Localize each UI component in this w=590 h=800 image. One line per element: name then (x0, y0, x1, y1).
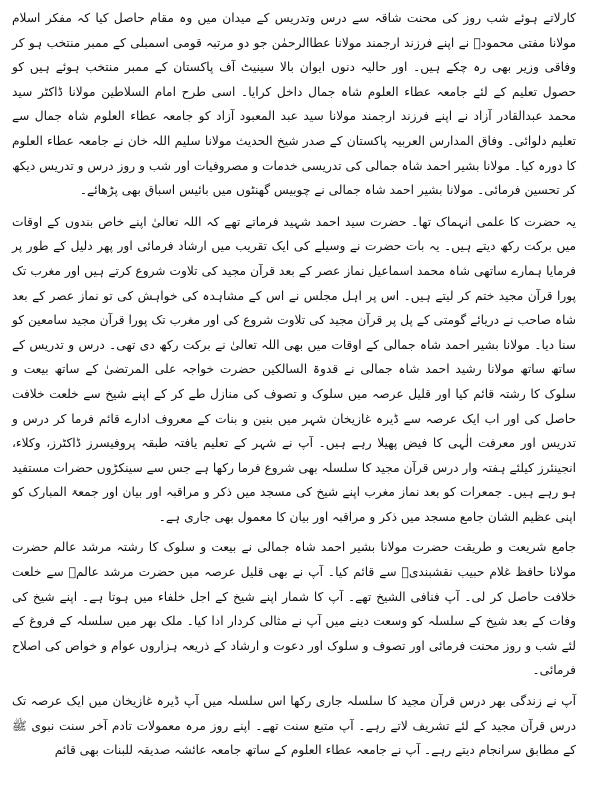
paragraph-4: آپ نے زندگی بھر درس قرآن مجید کا سلسلہ جاری رکھا اس سلسلہ میں آپ ڈیرہ غازیخان میں ایک عرصہ تک درس قرآن مجید کے لئے تشریف لاتے رہے۔ آپ متبع سنت تھے۔ اپنے روز مرہ معمولات تادم آخر سنت نبوی ﷺ کے مطابق سرانجام دیتے رہے۔ آپ نے جامعہ عطاء العلوم کے ساتھ جامعہ عائشہ صدیقہ للبنات بھی قائم (12, 694, 576, 758)
paragraph-3: جامع شریعت و طریقت حضرت مولانا بشیر احمد شاہ جمالی نے بیعت و سلوک کا رشتہ مرشد عالم حضرت مولانا حافظ غلام حبیب نقشبندیؒ سے قائم کیا۔ آپ نے بھی قلیل عرصہ میں حضرت مرشد عالمؒ سے خلعت خلافت حاصل کر لی۔ آپ فنافی الشیخ تھے۔ آپ کا شمار اپنے شیخ کے اجل خلفاء میں ہوتا ہے۔ اپنے شیخ کی وفات کے بعد شیخ کے سلسلہ کو وسعت دینے میں آپ نے مثالی کردار ادا کیا۔ ملک بھر میں سلسلہ کے فروغ کے لئے شب و روز محنت فرمائی اور تصوف و سلوک اور دعوت و ارشاد کے ذریعہ ہزاروں عوام و خواص کی اصلاح فرمائی۔ (12, 540, 576, 678)
paragraph-2: یہ حضرت کا علمی انہماک تھا۔ حضرت سید احمد شہید فرماتے تھے کہ اللہ تعالیٰ اپنے خاص بندوں کے اوقات میں برکت رکھ دیتے ہیں۔ یہ بات حضرت نے وسیلے کی ایک تقریب میں ارشاد فرمائی اور پھر دلیل کے طور پر فرمایا ہمارے ساتھی شاہ محمد اسماعیل نماز عصر کے بعد قرآن مجید کی تلاوت شروع کرتے ہیں اور مغرب تک پورا قرآن مجید ختم کر لیتے ہیں۔ اس پر اہل مجلس نے اس کے مشاہدہ کی خواہش کی تو نماز عصر کے بعد شاہ صاحب نے دریائے گومتی کے پل پر قرآن مجید کی تلاوت شروع کی اور مغرب تک پورا قرآن مجید سامعین کو سنا دیا۔ مولانا بشیر احمد شاہ جمالی کے اوقات میں بھی اللہ تعالیٰ نے برکت رکھ دی تھی۔ درس و تدریس کے ساتھ ساتھ مولانا رشید احمد شاہ جمالی نے قدوۃ السالکین حضرت خواجہ علی المرتضیٰ کے ساتھ بیعت و سلوک کا رشتہ قائم کیا اور قلیل عرصہ میں سلوک و تصوف کی منازل طے کر کے اپنے شیخ سے خلعت خلافت حاصل کی اور اب ایک عرصہ سے ڈیرہ غازیخان شہر میں بنین و بنات کے معروف ادارے قائم فرما کر درس و تدریس اور معرفت الٰہی کا فیض پھیلا رہے ہیں۔ آپ نے شہر کے تعلیم یافتہ طبقہ پروفیسرز ڈاکٹرز، وکلاء، انجینئرز کیلئے ہفتہ وار درس قرآن مجید کا سلسلہ بھی شروع فرما رکھا ہے جس سے سینکڑوں حضرات مستفید ہو رہے ہیں۔ جمعرات کو بعد نماز مغرب اپنے شیخ کی مسجد میں ذکر و مراقبہ اور بیان اور جمعۃ المبارک کو اپنی عظیم الشان جامع مسجد میں ذکر و مراقبہ اور بیان کا معمول بھی جاری ہے۔ (12, 214, 576, 524)
paragraph-1: کارلاتے ہوئے شب روز کی محنت شاقہ سے درس وتدریس کے میدان میں وہ مقام حاصل کیا کہ مفکر اسلام مولانا مفتی محمودؒ نے اپنے فرزند ارجمند مولانا عطاالرحمٰن جو دو مرتبہ قومی اسمبلی کے ممبر منتخب ہو کر وفاقی وزیر بھی رہ چکے ہیں۔ اور حالیہ دنوں ایوان بالا سینیٹ آف پاکستان کے ممبر منتخب ہوئے ہیں کو حصول تعلیم کے لئے جامعہ عطاء العلوم شاہ جمال داخل کرایا۔ اسی طرح امام السلاطین مولانا ڈاکٹر سید محمد عبدالقادر آزاد نے اپنے فرزند ارجمند مولانا سید عبد المعبود آزاد کو جامعہ عطاء العلوم شاہ جمال سے تعلیم دلوائی۔ وفاق المدارس العربیہ پاکستان کے صدر شیخ الحدیث مولانا سلیم اللہ خان نے جامعہ عطاء العلوم کا دورہ کیا۔ مولانا بشیر احمد شاہ جمالی کی تدریسی خدمات و مصروفیات اور شب و روز درس و تدریس دیکھ کر تحسین فرمائی۔ مولانا بشیر احمد شاہ جمالی نے چوبیس گھنٹوں میں بائیس اسباق بھی پڑھائے۔ (12, 11, 576, 198)
